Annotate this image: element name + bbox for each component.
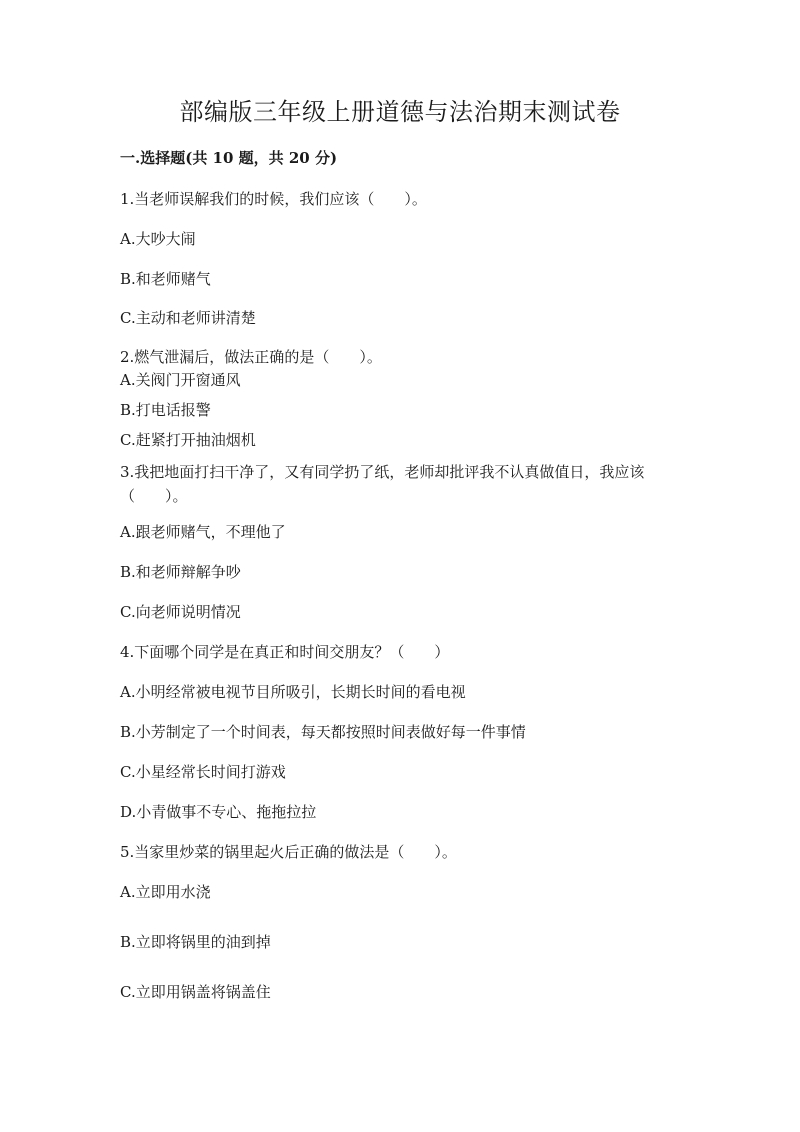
question-1-option-a: A.大吵大闹 [120, 230, 196, 248]
question-3-option-a: A.跟老师赌气，不理他了 [120, 523, 286, 541]
question-4-option-b: B.小芳制定了一个时间表，每天都按照时间表做好每一件事情 [120, 723, 526, 741]
question-3-stem: 3.我把地面打扫干净了，又有同学扔了纸，老师却批评我不认真做值日，我应该（ ）。 [120, 463, 645, 505]
question-2-option-b: B.打电话报警 [120, 401, 211, 419]
section-heading: 一.选择题(共 10 题，共 20 分) [120, 149, 338, 167]
question-4-option-c: C.小星经常长时间打游戏 [120, 763, 286, 781]
page-title: 部编版三年级上册道德与法治期末测试卷 [179, 98, 621, 126]
question-5-stem: 5.当家里炒菜的锅里起火后正确的做法是（ ）。 [120, 843, 457, 861]
question-5-option-b: B.立即将锅里的油到掉 [120, 933, 271, 951]
question-3-option-c: C.向老师说明情况 [120, 603, 241, 621]
question-1-option-b: B.和老师赌气 [120, 270, 211, 288]
question-1-stem: 1.当老师误解我们的时候，我们应该（ ）。 [120, 190, 427, 208]
question-4-option-a: A.小明经常被电视节目所吸引，长期长时间的看电视 [120, 683, 466, 701]
question-2-option-a: A.关阀门开窗通风 [120, 371, 241, 389]
question-1-option-c: C.主动和老师讲清楚 [120, 309, 256, 327]
question-2-option-c: C.赶紧打开抽油烟机 [120, 431, 256, 449]
question-4-option-d: D.小青做事不专心、拖拖拉拉 [120, 803, 317, 821]
question-5-option-a: A.立即用水浇 [120, 883, 211, 901]
question-3-option-b: B.和老师辩解争吵 [120, 563, 241, 581]
question-4-stem: 4.下面哪个同学是在真正和时间交朋友？（ ） [120, 643, 450, 661]
question-5-option-c: C.立即用锅盖将锅盖住 [120, 983, 271, 1001]
question-2-stem: 2.燃气泄漏后，做法正确的是（ ）。 [120, 348, 382, 366]
